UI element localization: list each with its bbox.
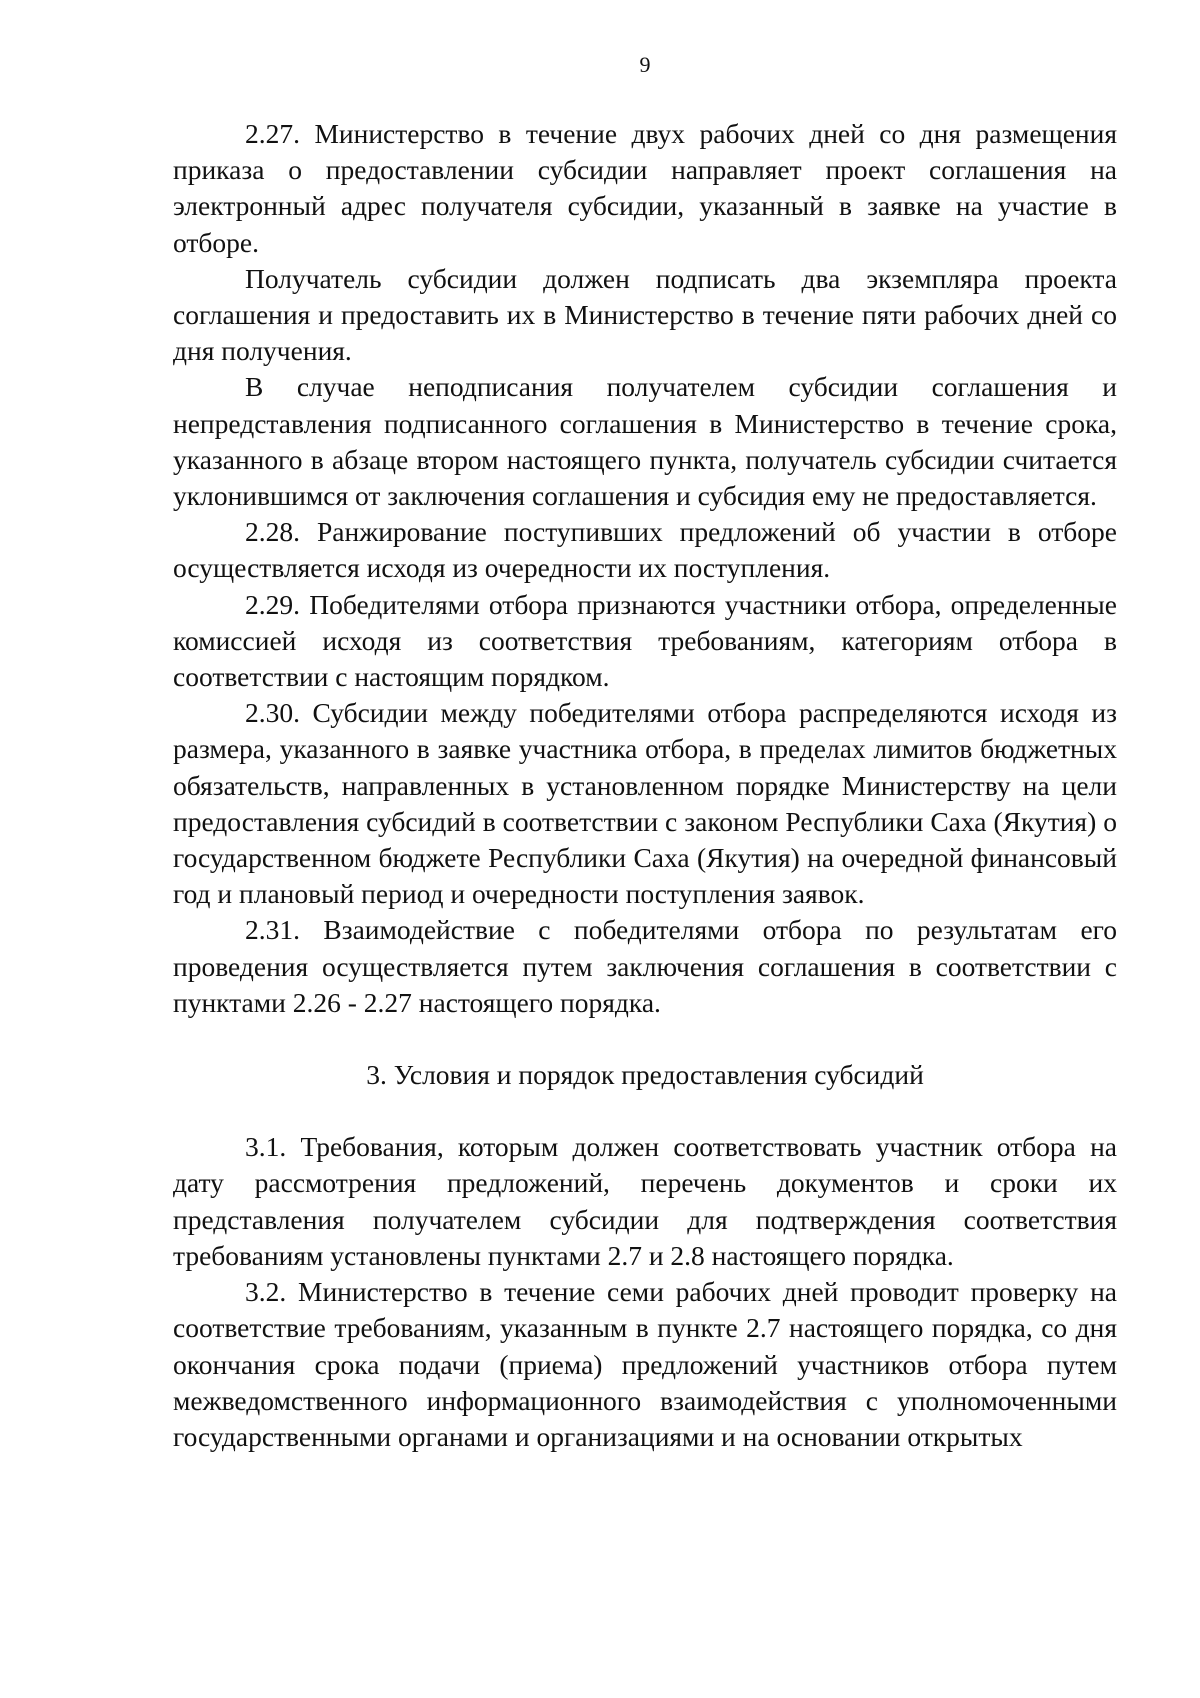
paragraph-2-28: 2.28. Ранжирование поступивших предложений об участии в отборе осуществляется исходя из очередности их поступления.	[173, 516, 1117, 584]
paragraph-2-27-signing: Получатель субсидии должен подписать два экземпляра проекта соглашения и предоставить их в Министерство в течение пяти рабочих дней со дня получения.	[173, 262, 1117, 367]
paragraph-3-1: 3.1. Требования, которым должен соответствовать участник отбора на дату рассмотрения предложений, перечень документов и сроки их представления получателем субсидии для подтверждения соответствия требованиям установлены пунктами 2.7 и 2.8 настоящего порядка.	[173, 1131, 1117, 1271]
paragraph-3-2: 3.2. Министерство в течение семи рабочих дней проводит проверку на соответствие требованиям, указанным в пункте 2.7 настоящего порядка, со дня окончания срока подачи (приема) предложений участников отбора путем межведомственного информационного взаимодействия с уполномоченными государственными органами и организациями и на основании открытых	[173, 1276, 1117, 1452]
page-number: 9	[639, 52, 651, 77]
paragraph-2-31: 2.31. Взаимодействие с победителями отбора по результатам его проведения осуществляется путем заключения соглашения в соответствии с пунктами 2.26 - 2.27 настоящего порядка.	[173, 914, 1117, 1018]
paragraph-2-30: 2.30. Субсидии между победителями отбора распределяются исходя из размера, указанного в заявке участника отбора, в пределах лимитов бюджетных обязательств, направленных в установленном порядке Министерству на цели предоставления субсидий в соответствии с законом Республики Саха (Якутия) о государственном бюджете Республики Саха (Якутия) на очередной финансовый год и плановый период и очередности поступления заявок.	[173, 697, 1117, 910]
paragraph-2-27: 2.27. Министерство в течение двух рабочих дней со дня размещения приказа о предоставлении субсидии направляет проект соглашения на электронный адрес получателя субсидии, указанный в заявке на участие в отборе.	[173, 118, 1117, 258]
document-body	[173, 116, 1117, 1455]
paragraph-2-29: 2.29. Победителями отбора признаются участники отбора, определенные комиссией исходя из соответствия требованиям, категориям отбора в соответствии с настоящим порядком.	[173, 588, 1117, 693]
paragraph-2-27-refusal: В случае неподписания получателем субсидии соглашения и непредставления подписанного соглашения в Министерство в течение срока, указанного в абзаце втором настоящего пункта, получатель субсидии считается уклонившимся от заключения соглашения и субсидия ему не предоставляется.	[173, 371, 1117, 512]
section-heading: 3. Условия и порядок предоставления субсидий	[366, 1059, 924, 1091]
